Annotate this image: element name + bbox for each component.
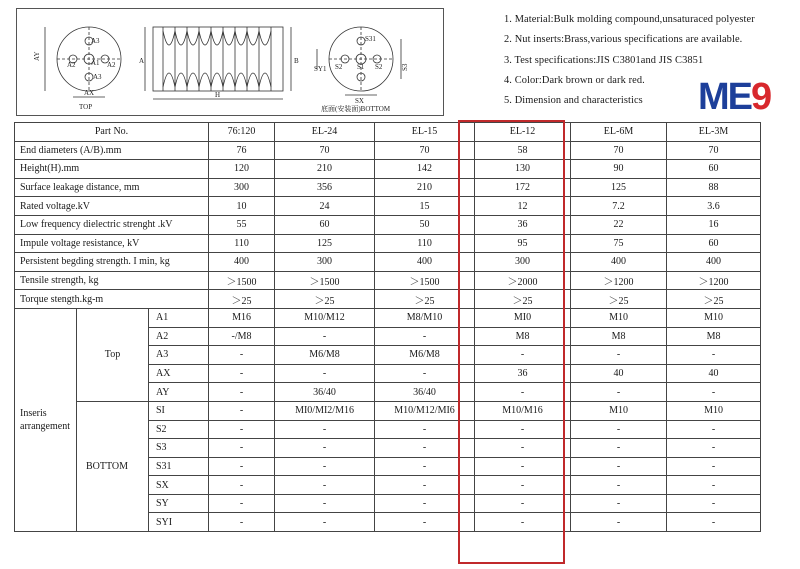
table-cell: - xyxy=(209,457,275,476)
insert-key: A1 xyxy=(149,308,209,327)
table-cell: - xyxy=(209,476,275,495)
table-cell: ＞1500 xyxy=(209,271,275,290)
row-label: Rated voltage.kV xyxy=(15,197,209,216)
header-cell: EL-15 xyxy=(375,123,475,142)
table-cell: - xyxy=(571,476,667,495)
table-cell: M16 xyxy=(209,308,275,327)
table-cell: - xyxy=(209,401,275,420)
table-header-row xyxy=(15,123,761,142)
table-cell: 300 xyxy=(275,253,375,272)
table-cell: - xyxy=(571,420,667,439)
table-cell: M10 xyxy=(667,401,761,420)
table-cell: 10 xyxy=(209,197,275,216)
header-cell: Part No. xyxy=(15,123,209,142)
table-row xyxy=(15,308,761,327)
table-cell: 125 xyxy=(275,234,375,253)
table-cell: - xyxy=(375,457,475,476)
table-row xyxy=(15,178,761,197)
table-cell: 130 xyxy=(475,160,571,179)
table-row xyxy=(15,401,761,420)
top-label-a3-bottom: A3 xyxy=(93,73,102,81)
note-color: 4. Color:Dark brown or dark red. xyxy=(504,74,645,86)
table-cell: - xyxy=(375,364,475,383)
table-cell: - xyxy=(275,476,375,495)
table-cell: - xyxy=(475,476,571,495)
table-cell: 70 xyxy=(375,141,475,160)
table-cell: - xyxy=(209,364,275,383)
header-cell: 76:120 xyxy=(209,123,275,142)
table-cell: 356 xyxy=(275,178,375,197)
table-cell: M6/M8 xyxy=(375,346,475,365)
table-row xyxy=(15,197,761,216)
table-cell: - xyxy=(475,457,571,476)
insert-key: S3 xyxy=(149,439,209,458)
table-cell: - xyxy=(209,383,275,402)
insert-key: SYI xyxy=(149,513,209,532)
table-cell: 70 xyxy=(667,141,761,160)
table-row xyxy=(15,215,761,234)
table-row xyxy=(15,253,761,272)
table-cell: 76 xyxy=(209,141,275,160)
table-row xyxy=(15,290,761,309)
table-cell: - xyxy=(275,513,375,532)
table-cell: ＞25 xyxy=(275,290,375,309)
table-cell: 70 xyxy=(275,141,375,160)
table-cell: ＞1200 xyxy=(571,271,667,290)
note-material: 1. Material:Bulk molding compound,unsaturaced polyester xyxy=(504,14,755,25)
table-cell: M8/M10 xyxy=(375,308,475,327)
table-cell: 400 xyxy=(667,253,761,272)
table-cell: 300 xyxy=(475,253,571,272)
table-cell: 36/40 xyxy=(375,383,475,402)
table-cell: - xyxy=(209,439,275,458)
table-cell: 142 xyxy=(375,160,475,179)
table-cell: 400 xyxy=(571,253,667,272)
table-cell: 60 xyxy=(667,160,761,179)
table-cell: 15 xyxy=(375,197,475,216)
table-cell: - xyxy=(275,494,375,513)
table-cell: - xyxy=(209,346,275,365)
row-label: Torque stength.kg-m xyxy=(15,290,209,309)
table-cell: ＞2000 xyxy=(475,271,571,290)
table-cell: M8 xyxy=(475,327,571,346)
table-row xyxy=(15,141,761,160)
table-cell: 24 xyxy=(275,197,375,216)
bottom-label-sx: SX xyxy=(355,97,364,105)
table-cell: - xyxy=(667,383,761,402)
table-cell: - xyxy=(571,439,667,458)
table-cell: - xyxy=(375,420,475,439)
table-cell: 36 xyxy=(475,215,571,234)
table-cell: 50 xyxy=(375,215,475,234)
table-cell: 22 xyxy=(571,215,667,234)
table-row xyxy=(15,160,761,179)
insert-key: SX xyxy=(149,476,209,495)
table-cell: - xyxy=(475,513,571,532)
row-label: Height(H).mm xyxy=(15,160,209,179)
table-cell: - xyxy=(375,439,475,458)
table-cell: - xyxy=(209,513,275,532)
table-cell: 36 xyxy=(475,364,571,383)
table-cell: ＞25 xyxy=(667,290,761,309)
table-cell: 60 xyxy=(667,234,761,253)
row-label: End diameters (A/B).mm xyxy=(15,141,209,160)
table-cell: - xyxy=(275,457,375,476)
top-label-ax: AX xyxy=(84,89,95,97)
insert-key: AY xyxy=(149,383,209,402)
technical-drawing xyxy=(16,8,444,116)
table-cell: - xyxy=(667,346,761,365)
header-cell: EL-3M xyxy=(667,123,761,142)
table-cell: M10/M16 xyxy=(475,401,571,420)
brand-logo xyxy=(698,76,794,112)
table-cell: 90 xyxy=(571,160,667,179)
table-cell: - xyxy=(475,383,571,402)
header-cell: EL-6M xyxy=(571,123,667,142)
table-cell: 95 xyxy=(475,234,571,253)
bottom-view xyxy=(317,27,401,95)
side-view xyxy=(145,27,291,99)
row-label: Low frequency dielectric strenght .kV xyxy=(15,215,209,234)
table-cell: 3.6 xyxy=(667,197,761,216)
table-cell: - xyxy=(275,327,375,346)
top-label-ay: AY xyxy=(33,51,41,61)
top-group-label: Top xyxy=(77,308,149,401)
table-cell: 110 xyxy=(375,234,475,253)
table-cell: 40 xyxy=(571,364,667,383)
table-cell: ＞25 xyxy=(571,290,667,309)
table-cell: - xyxy=(571,383,667,402)
bottom-label-s2-right: S2 xyxy=(375,63,383,71)
table-cell: MI0 xyxy=(475,308,571,327)
table-cell: - xyxy=(475,346,571,365)
table-cell: ＞1500 xyxy=(375,271,475,290)
bottom-label-s2-left: S2 xyxy=(335,63,343,71)
insert-key: S31 xyxy=(149,457,209,476)
table-cell: - xyxy=(275,420,375,439)
spec-table xyxy=(14,122,761,532)
logo-text: ME9 xyxy=(698,76,771,112)
table-cell: M10/M12/MI6 xyxy=(375,401,475,420)
table-cell: 110 xyxy=(209,234,275,253)
table-cell: - xyxy=(209,420,275,439)
table-cell: 400 xyxy=(375,253,475,272)
table-cell: 210 xyxy=(275,160,375,179)
table-cell: M10 xyxy=(667,308,761,327)
header-cell: EL-12 xyxy=(475,123,571,142)
table-cell: 120 xyxy=(209,160,275,179)
row-label: Surface leakage distance, mm xyxy=(15,178,209,197)
inserts-arrangement-label: Inseris arrangement xyxy=(15,308,77,531)
table-cell: - xyxy=(375,476,475,495)
bottom-group-label: BOTTOM xyxy=(77,401,149,531)
table-cell: - xyxy=(375,513,475,532)
bottom-caption: 底面(安装面)BOTTOM xyxy=(321,105,391,113)
table-cell: -/M8 xyxy=(209,327,275,346)
top-label-a2-right: A2 xyxy=(107,61,116,69)
table-cell: 70 xyxy=(571,141,667,160)
table-cell: M10 xyxy=(571,308,667,327)
row-label: Persistent begding strength. I min, kg xyxy=(15,253,209,272)
table-cell: - xyxy=(571,513,667,532)
insert-key: AX xyxy=(149,364,209,383)
table-cell: - xyxy=(375,327,475,346)
table-cell: 16 xyxy=(667,215,761,234)
table-cell: M10/M12 xyxy=(275,308,375,327)
row-label: Impule voltage resistance, kV xyxy=(15,234,209,253)
table-cell: - xyxy=(667,439,761,458)
table-cell: ＞25 xyxy=(375,290,475,309)
insert-key: A2 xyxy=(149,327,209,346)
side-label-a: A xyxy=(139,57,145,65)
table-cell: ＞1500 xyxy=(275,271,375,290)
table-cell: - xyxy=(571,346,667,365)
table-cell: M10 xyxy=(571,401,667,420)
table-cell: - xyxy=(571,457,667,476)
table-cell: 125 xyxy=(571,178,667,197)
table-cell: - xyxy=(475,439,571,458)
note-test-specs: 3. Test specifications:JIS C3801and JIS C3851 xyxy=(504,54,704,66)
insert-key: SI xyxy=(149,401,209,420)
insert-key: A3 xyxy=(149,346,209,365)
table-cell: - xyxy=(475,420,571,439)
table-cell: 36/40 xyxy=(275,383,375,402)
table-cell: - xyxy=(275,364,375,383)
table-cell: 400 xyxy=(209,253,275,272)
logo-mark xyxy=(698,76,794,112)
table-cell: 58 xyxy=(475,141,571,160)
bottom-label-s31: S31 xyxy=(365,35,376,43)
table-cell: - xyxy=(209,494,275,513)
table-cell: - xyxy=(375,494,475,513)
table-cell: 300 xyxy=(209,178,275,197)
drawing-svg xyxy=(17,9,445,117)
table-cell: ＞25 xyxy=(475,290,571,309)
insert-key: S2 xyxy=(149,420,209,439)
side-label-b: B xyxy=(294,57,299,65)
insert-key: SY xyxy=(149,494,209,513)
table-cell: MI0/MI2/M16 xyxy=(275,401,375,420)
side-label-h: H xyxy=(215,91,221,99)
table-cell: ＞1200 xyxy=(667,271,761,290)
top-label-a3: A3 xyxy=(91,37,100,45)
table-cell: - xyxy=(667,420,761,439)
table-cell: - xyxy=(275,439,375,458)
header-cell: EL-24 xyxy=(275,123,375,142)
top-label-a2-left: A2 xyxy=(67,61,76,69)
bottom-label-sy1: SY1 xyxy=(314,65,327,73)
table-cell: M6/M8 xyxy=(275,346,375,365)
table-cell: 75 xyxy=(571,234,667,253)
table-cell: 40 xyxy=(667,364,761,383)
bottom-label-s1: S1 xyxy=(357,63,365,71)
table-cell: 172 xyxy=(475,178,571,197)
table-cell: ＞25 xyxy=(209,290,275,309)
row-label: Tensile strength, kg xyxy=(15,271,209,290)
table-cell: 12 xyxy=(475,197,571,216)
table-row xyxy=(15,271,761,290)
table-cell: - xyxy=(667,513,761,532)
table-cell: - xyxy=(571,494,667,513)
table-cell: - xyxy=(667,457,761,476)
table-cell: 88 xyxy=(667,178,761,197)
table-cell: M8 xyxy=(571,327,667,346)
table-cell: M8 xyxy=(667,327,761,346)
table-cell: 60 xyxy=(275,215,375,234)
table-row xyxy=(15,234,761,253)
note-dimensions: 5. Dimension and characteristics xyxy=(504,95,643,107)
note-nut-inserts: 2. Nut inserts:Brass,various specifications are available. xyxy=(504,34,743,46)
table-cell: 7.2 xyxy=(571,197,667,216)
table-cell: 55 xyxy=(209,215,275,234)
top-caption: TOP xyxy=(79,103,93,111)
table-cell: - xyxy=(667,476,761,495)
table-cell: 210 xyxy=(375,178,475,197)
top-label-a1: A1 xyxy=(91,59,100,67)
bottom-label-s3: S3 xyxy=(401,63,409,71)
table-cell: - xyxy=(667,494,761,513)
table-cell: - xyxy=(475,494,571,513)
